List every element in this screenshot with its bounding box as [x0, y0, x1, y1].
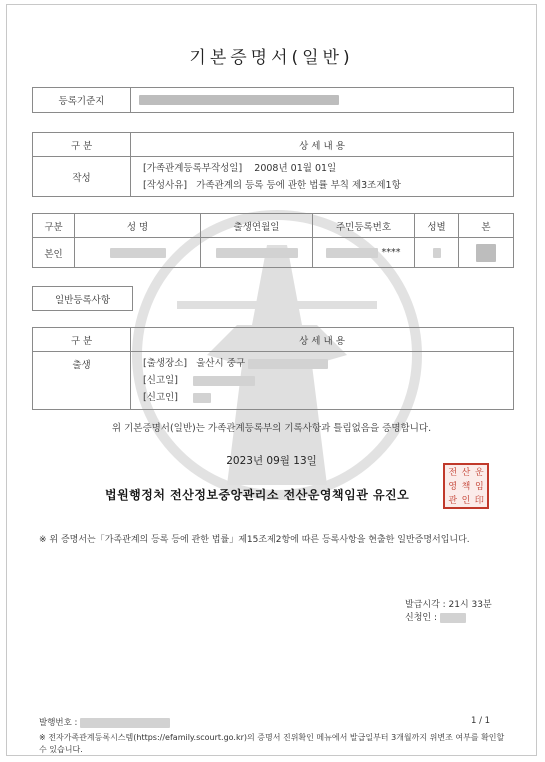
person-col-gender: 성별 [415, 214, 459, 238]
document-number-label: 발행번호 : [39, 718, 78, 728]
person-col-category: 구분 [33, 214, 75, 238]
masked-document-number [80, 718, 170, 728]
person-col-resident-number: 주민등록번호 [313, 214, 415, 238]
person-col-name: 성 명 [75, 214, 201, 238]
person-col-origin: 본 [459, 214, 514, 238]
masked-birthdate [216, 248, 298, 258]
issue-date: 2023년 09월 13일 [226, 455, 317, 467]
creation-date-tag: [가족관계등록부작성일] [143, 162, 243, 174]
requester-label: 신청인 : [405, 613, 437, 623]
detail-col-detail: 상 세 내 용 [131, 133, 514, 157]
masked-report-date [193, 376, 255, 386]
masked-requester [440, 613, 466, 623]
person-birthdate-cell [201, 238, 313, 268]
person-gender-cell [415, 238, 459, 268]
registration-base-value [131, 88, 514, 113]
registration-base-table [32, 87, 514, 113]
person-col-birthdate: 출생연월일 [201, 214, 313, 238]
person-origin-cell [459, 238, 514, 268]
person-table [32, 213, 514, 268]
masked-name [110, 248, 166, 258]
reporter-tag: [신고인] [143, 392, 178, 403]
birth-col-category: 구 분 [33, 328, 131, 352]
person-row-label: 본인 [33, 238, 75, 268]
person-name-cell [75, 238, 201, 268]
birth-table [32, 327, 514, 410]
verification-note: ※ 전자가족관계등록시스템(https://efamily.scourt.go.kr)의 증명서 진위확인 메뉴에서 발급일부터 3개월까지 위변조 여부를 확인할 수 있습니다. [39, 733, 505, 754]
certification-statement: 위 기본증명서(일반)는 가족관계등록부의 기록사항과 틀림없음을 증명합니다. [111, 423, 432, 434]
resident-number-suffix: **** [381, 247, 401, 258]
creation-detail-table [32, 132, 514, 197]
certificate-page [6, 4, 537, 756]
person-resident-number-cell [313, 238, 415, 268]
official-seal: 전 산 운 영 책 임 관 인 印 [443, 463, 489, 509]
birth-place-tag: [출생장소] [143, 358, 188, 369]
masked-origin [476, 244, 496, 262]
general-section-label: 일반등록사항 [32, 286, 133, 311]
birth-row-label: 출생 [33, 352, 131, 410]
page-indicator: 1 / 1 [471, 716, 491, 726]
creation-row-label: 작성 [33, 157, 131, 197]
detail-col-category: 구 분 [33, 133, 131, 157]
creation-reason-tag: [작성사유] [143, 179, 188, 191]
document-number [39, 716, 170, 728]
masked-resident-number [326, 248, 378, 258]
masked-reporter [193, 393, 211, 403]
masked-address [139, 95, 339, 105]
report-date-tag: [신고일] [143, 375, 178, 386]
creation-date-value: 2008년 01월 01일 [254, 162, 337, 174]
registration-base-label: 등록기준지 [33, 88, 131, 113]
masked-birth-place [248, 359, 328, 369]
document-title: 기본증명서(일반) [189, 48, 354, 68]
issue-time: 발급시각 : 21시 33분 [405, 600, 492, 610]
issuer-name: 법원행정처 전산정보중앙관리소 전산운영책임관 유진오 [105, 488, 410, 502]
birth-row-detail [131, 352, 514, 410]
requester [405, 610, 466, 623]
creation-reason-value: 가족관계의 등록 등에 관한 법률 부칙 제3조제1항 [196, 179, 401, 191]
birth-col-detail: 상 세 내 용 [131, 328, 514, 352]
legal-note: ※ 위 증명서는「가족관계의 등록 등에 관한 법률」제15조제2항에 따른 등록사항을 현출한 일반증명서입니다. [39, 535, 470, 545]
birth-place-value: 울산시 중구 [196, 358, 246, 369]
masked-gender [433, 248, 441, 258]
creation-row-detail [131, 157, 514, 197]
